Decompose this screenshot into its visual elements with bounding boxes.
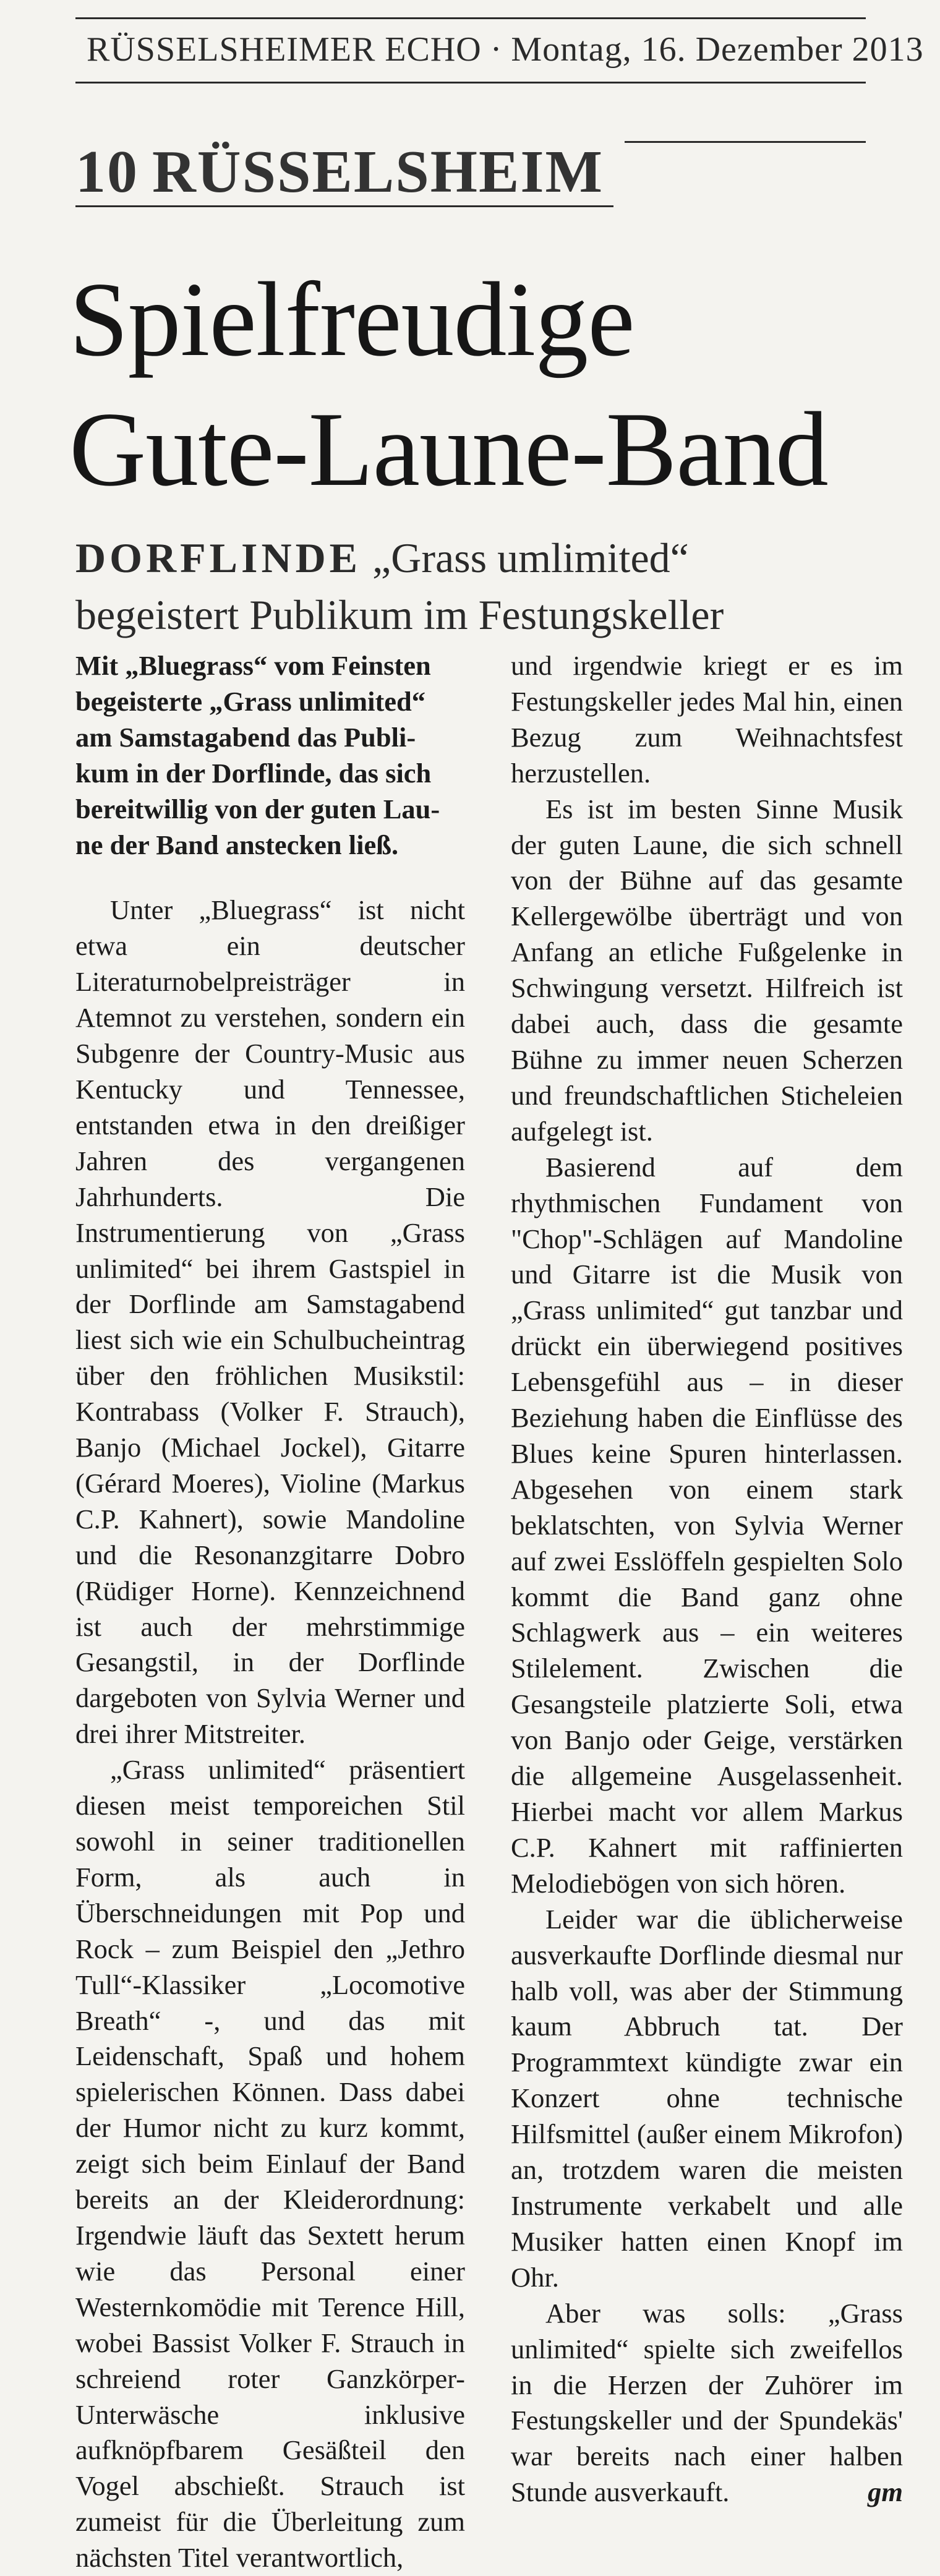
lead-line: am Samstagabend das Publi- [75, 721, 416, 753]
article-column-left [75, 648, 465, 2576]
location-kicker: DORFLINDE [75, 534, 362, 581]
article-lead [75, 648, 465, 863]
lead-line: kum in der Dorflinde, das sich [75, 757, 432, 789]
masthead-separator: · [490, 30, 503, 69]
subheading-text: „Grass umlimited“ begeistert Publikum im Festungskeller [75, 534, 724, 638]
article-subheading [75, 529, 861, 643]
headline-line-2: Gute-Laune-Band [69, 391, 828, 508]
lead-line: ne der Band anstecken ließ. [75, 829, 399, 860]
section-name: RÜSSELSHEIM [152, 139, 604, 205]
masthead-bottom-rule [75, 82, 866, 83]
author-initials: gm [868, 2476, 903, 2508]
body-paragraph: „Grass unlimited“ präsentiert diesen meist temporeichen Stil sowohl in seiner traditionellen Form, als auch in Überschneidungen mit Pop und Rock – zum Beispiel den „Jethro Tull“-Klassiker „Locomotive Breath“ -, und das mit Leidenschaft, Spaß und hohem spielerischen Können. Dass dabei der Humor nicht zu kurz kommt, zeigt sich beim Einlauf der Band bereits an der Kleiderordnung: Irgendwie läuft das Sextett herum wie das Personal einer Westernkomödie mit Terence Hill, wobei Bassist Volker F. Strauch in schreiend roter Ganzkörper-Unterwäsche inklusive aufknöpfbarem Gesäßteil den Vogel abschießt. Strauch ist zumeist für die Überleitung zum nächsten Titel verantwortlich, [75, 1754, 465, 2574]
body-paragraph: Aber was solls: „Grass unlimited“ spielte sich zweifellos in die Herzen der Zuhörer im Festungskeller und der Spundekäs' war bereits nach einer halben Stunde ausverkauft. [511, 2297, 903, 2508]
section-rule-right [625, 141, 866, 143]
paper-name: RÜSSELSHEIMER ECHO [87, 30, 482, 69]
body-paragraph: und irgendwie kriegt er es im Festungskeller jedes Mal hin, einen Bezug zum Weihnachtsfest herzustellen. [511, 650, 903, 789]
lead-line: Mit „Bluegrass“ vom Feinsten [75, 650, 431, 681]
article-headline [69, 255, 873, 515]
masthead [87, 30, 924, 69]
page-number: 10 [75, 139, 139, 205]
lead-line: bereitwillig von der guten Lau- [75, 793, 440, 824]
body-paragraph: Basierend auf dem rhythmischen Fundament von "Chop"-Schlägen auf Mandoline und Gitarre ist die Musik von „Grass unlimited“ gut tanzbar und drückt ein überwiegend positives Lebensgefühl aus – in dieser Beziehung haben die Einflüsse des Blues keine Spuren hinterlassen. Abgesehen von einem stark beklatschten, von Sylvia Werner auf zwei Esslöffeln gespielten Solo kommt die Band ganz ohne Schlagwerk aus – ein weiteres Stilelement. Zwischen die Gesangsteile platzierte Soli, etwa von Banjo oder Geige, verstärken die allgemeine Ausgelassenheit. Hierbei macht vor allem Markus C.P. Kahnert mit raffinierten Melodiebögen von sich hören. [511, 1151, 903, 1899]
article-column-right [511, 648, 903, 2510]
body-paragraph: Unter „Bluegrass“ ist nicht etwa ein deutscher Literaturnobelpreisträger in Atemnot zu verstehen, sondern ein Subgenre der Country-Music aus Kentucky und Tennessee, entstanden etwa in den dreißiger Jahren des vergangenen Jahrhunderts. Die Instrumentierung von „Grass unlimited“ bei ihrem Gastspiel in der Dorflinde am Samstagabend liest sich wie ein Schulbucheintrag über den fröhlichen Musikstil: Kontrabass (Volker F. Strauch), Banjo (Michael Jockel), Gitarre (Gérard Moeres), Violine (Markus C.P. Kahnert), sowie Mandoline und die Resonanzgitarre Dobro (Rüdiger Horne). Kennzeichnend ist auch der mehrstimmige Gesangstil, in der Dorflinde dargeboten von Sylvia Werner und drei ihrer Mitstreiter. [75, 894, 465, 1750]
section-heading [75, 137, 604, 207]
lead-line: begeisterte „Grass unlimited“ [75, 685, 426, 717]
section-rule [75, 205, 613, 207]
body-paragraph: Es ist im besten Sinne Musik der guten Laune, die sich schnell von der Bühne auf das gesamte Kellergewölbe überträgt und von Anfang an etliche Fußgelenke in Schwingung versetzt. Hilfreich ist dabei auch, dass die gesamte Bühne zu immer neuen Scherzen und freundschaftlichen Sticheleien aufgelegt ist. [511, 793, 903, 1147]
issue-date: Montag, 16. Dezember 2013 [511, 30, 924, 69]
headline-line-1: Spielfreudige [69, 261, 634, 379]
masthead-top-rule [75, 17, 866, 19]
body-paragraph: Leider war die üblicherweise ausverkaufte Dorflinde diesmal nur halb voll, was aber der Stimmung kaum Abbruch tat. Der Programmtext kündigte zwar ein Konzert ohne technische Hilfsmittel (außer einem Mikrofon) an, trotzdem waren die meisten Instrumente verkabelt und alle Musiker hatten einen Knopf im Ohr. [511, 1903, 903, 2293]
